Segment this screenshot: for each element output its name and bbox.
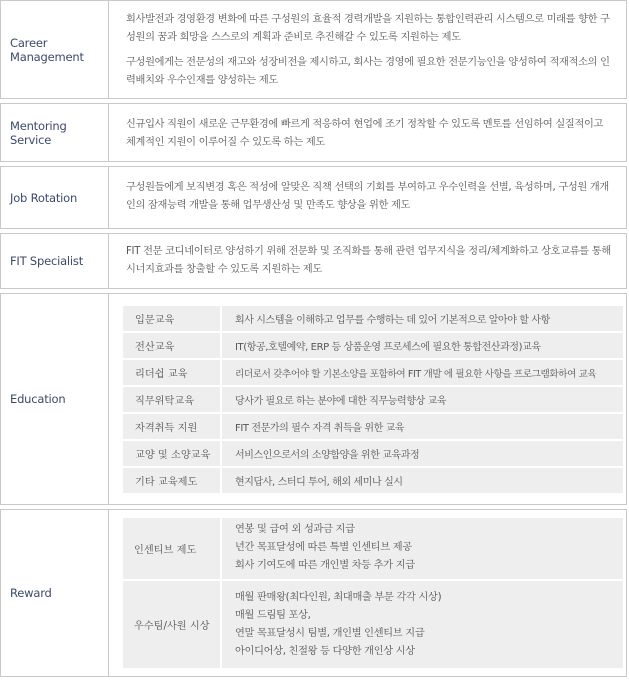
reward-team-box xyxy=(123,581,623,668)
fit-specialist-body xyxy=(109,234,626,288)
reward-incentive-lines xyxy=(235,521,615,575)
education-item-desc: 리더로서 갖추어야 할 기본소양을 포함하여 FIT 개발 에 필요한 사항을 프로그램화하여 교육 xyxy=(235,368,597,380)
fit-specialist-label: FIT Specialist xyxy=(1,234,109,288)
mentoring-service-body xyxy=(109,104,626,161)
education-item-name: 기타 교육제도 xyxy=(135,477,198,488)
mentoring-service-text: 신규입사 직원이 새로운 근무환경에 빠르게 적응하여 현업에 조기 정착할 수 있도록 멘토를 선임하여 실질적이고 체계적인 지원이 이루어질 수 있도록 하는 제도 xyxy=(126,119,604,148)
table-row xyxy=(123,441,623,466)
reward-incentive-name: 인센티브 제도 xyxy=(134,545,197,556)
education-body xyxy=(109,294,626,504)
list-item: 아이디어상, 친절왕 등 다양한 개인상 시상 xyxy=(235,646,415,657)
career-management-label: Career Management xyxy=(1,1,109,98)
education-item-name: 리더쉽 교육 xyxy=(135,369,188,380)
education-item-desc: IT(항공,호텔예약, ERP 등 상품운영 프로세스에 필요한 통합전산과정)교육 xyxy=(235,342,541,353)
table-row xyxy=(123,468,623,493)
career-management-row xyxy=(0,0,627,99)
education-label: Education xyxy=(1,294,109,504)
mentoring-service-row xyxy=(0,103,627,162)
list-item: 매월 판매왕(최다인원, 최대매출 부문 각각 시상) xyxy=(235,592,442,603)
list-item: 연봉 및 급여 외 성과금 지급 xyxy=(235,524,355,535)
table-row xyxy=(123,360,623,385)
education-item-name: 직무위탁교육 xyxy=(135,396,195,407)
mentoring-service-label: Mentoring Service xyxy=(1,104,109,161)
education-item-desc: 당사가 필요로 하는 분야에 대한 직무능력향상 교육 xyxy=(235,396,447,407)
list-item: 년간 목표달성에 따른 특별 인센티브 제공 xyxy=(235,542,412,553)
table-row xyxy=(123,333,623,358)
job-rotation-text: 구성원들에게 보직변경 혹은 적성에 알맞은 직책 선택의 기회를 부여하고 우수인력을 선별, 육성하며, 구성원 개개인의 잠재능력 개발을 통해 업무생산성 및 만족도 향상을 위한 제도 xyxy=(126,182,609,211)
education-item-name: 입문교육 xyxy=(135,315,175,326)
education-item-name: 자격취득 지원 xyxy=(135,423,198,434)
reward-team-name: 우수팀/사원 시상 xyxy=(134,621,210,632)
reward-row xyxy=(0,509,627,677)
reward-body xyxy=(109,510,626,676)
education-item-desc: 서비스인으로서의 소양함양을 위한 교육과정 xyxy=(235,450,420,461)
education-item-name: 전산교육 xyxy=(135,342,175,353)
fit-specialist-text: FIT 전문 코디네이터로 양성하기 위해 전문화 및 조직화를 통해 관련 업무지식을 정리/체계화하고 상호교류를 통해 시너지효과를 창출할 수 있도록 지원하는 제도 xyxy=(126,246,611,275)
table-row xyxy=(123,387,623,412)
education-item-desc: 현지답사, 스터디 투어, 해외 세미나 실시 xyxy=(235,477,403,488)
education-row xyxy=(0,293,627,505)
list-item: 회사 기여도에 따른 개인별 차등 추가 지급 xyxy=(235,560,415,571)
list-item: 매월 드림팀 포상, xyxy=(235,610,311,621)
reward-label: Reward xyxy=(1,510,109,676)
fit-specialist-row xyxy=(0,233,627,289)
reward-incentive-box xyxy=(123,518,623,579)
career-management-body xyxy=(109,1,626,98)
career-management-text-1: 회사발전과 경영환경 변화에 따른 구성원의 효율적 경력개발을 지원하는 통합인력관리 시스템으로 미래를 향한 구성원의 꿈과 희망을 스스로의 계획과 준비로 추진해갈 수 있도록 지원하는 제도 xyxy=(126,14,610,43)
job-rotation-label: Job Rotation xyxy=(1,167,109,228)
table-row xyxy=(123,414,623,439)
education-item-desc: FIT 전문가의 필수 자격 취득을 위한 교육 xyxy=(235,423,405,434)
career-management-text-2: 구성원에게는 전문성의 재고와 성장비전을 제시하고, 회사는 경영에 필요한 전문기능인을 양성하여 적재적소의 인력배치와 우수인재를 양성하는 제도 xyxy=(126,57,610,86)
job-rotation-body xyxy=(109,167,626,228)
list-item: 연말 목표달성시 팀별, 개인별 인센티브 지급 xyxy=(235,628,425,639)
education-item-name: 교양 및 소양교육 xyxy=(135,450,211,461)
education-item-desc: 회사 시스템을 이해하고 업무를 수행하는 데 있어 기본적으로 알아야 할 사항 xyxy=(235,315,550,326)
reward-team-lines xyxy=(235,589,615,661)
table-row xyxy=(123,306,623,331)
job-rotation-row xyxy=(0,166,627,229)
